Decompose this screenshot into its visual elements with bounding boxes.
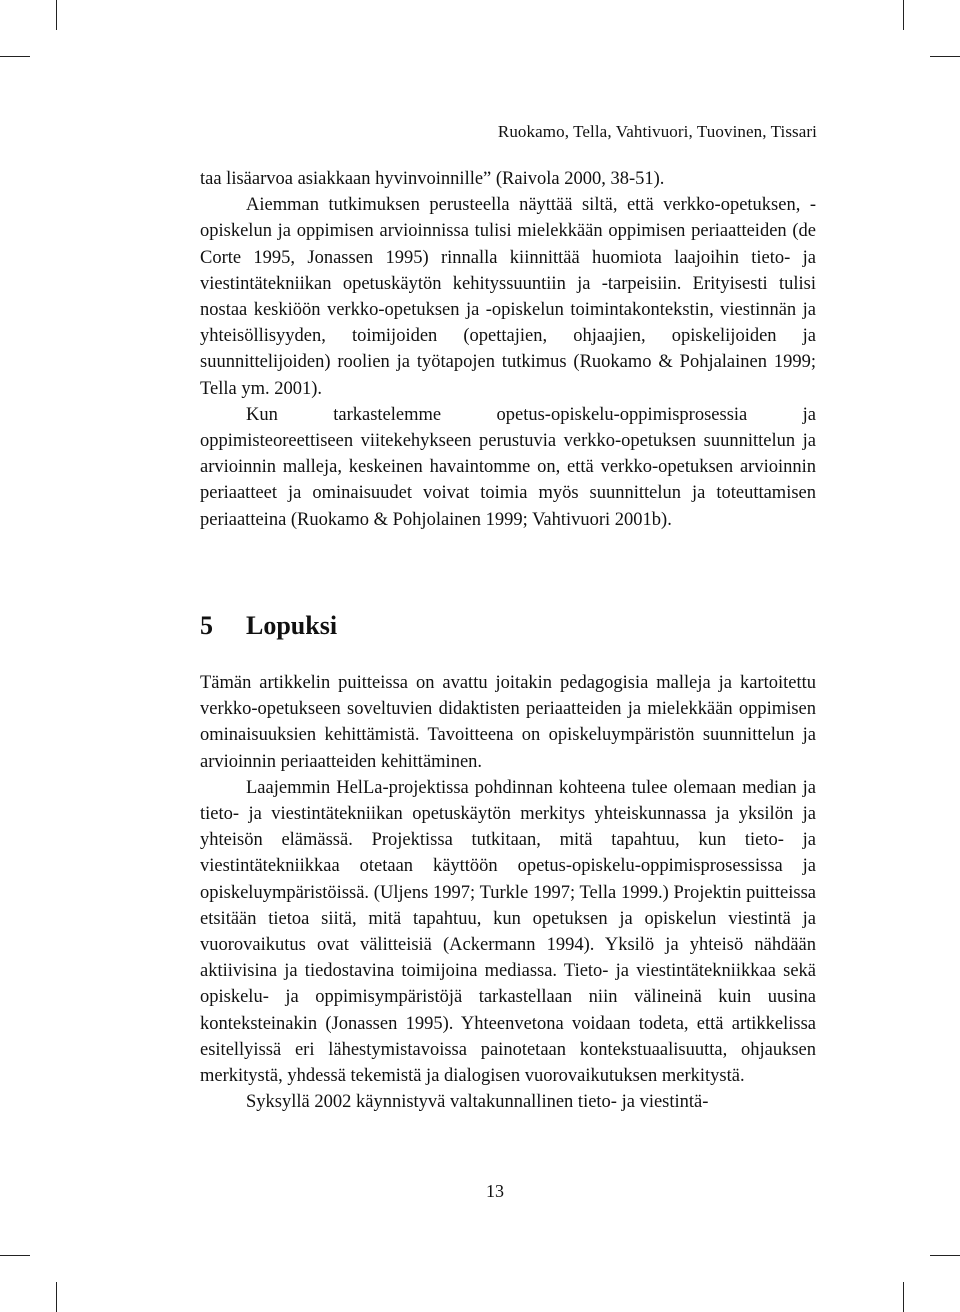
paragraph: taa lisäarvoa asiakkaan hyvinvoinnille” (Raivola 2000, 38-51).: [200, 169, 665, 189]
paragraph: Syksyllä 2002 käynnistyvä valtakunnallinen tieto- ja viestintä-: [246, 1092, 709, 1113]
body-text-top: [200, 166, 816, 533]
paragraph: Laajemmin HelLa-projektissa pohdinnan kohteena tulee olemaan median ja tieto- ja viestintätekniikan opetuskäytön merkitys yhteiskunnassa ja yksilön ja yhteisön elämässä. Projektissa tutkitaan, mitä tapahtuu, kun tieto- ja viestintätekniikkaa otetaan käyttöön opetus-opiskelu-oppimisprosessissa ja opiskeluympäristöissä. (Uljens 1997; Turkle 1997; Tella 1999.) Projektin puitteissa etsitään tietoa siitä, mitä tapahtuu, kun opetuksen ja opiskelun viestintä ja vuorovaikutus ovat välitteisiä (Ackermann 1994). Yksilö ja yhteisö nähdään aktiivisina ja tiedostavina toimijoina mediassa. Tieto- ja viestintätekniikkaa sekä opiskelu- ja oppimisympäristöjä tarkastellaan niin välineinä kuin uusina konteksteinakin (Jonassen 1995). Yhteenvetona voidaan todeta, että artikkelissa esitellyissä eri lähestymistavoissa painotetaan kontekstuaalisuutta, ohjauksen merkitystä, yhdessä tekemistä ja dialogisen vuorovaikutuksen merkitystä.: [200, 777, 816, 1087]
section-heading: [200, 611, 337, 641]
paragraph: Tämän artikkelin puitteissa on avattu joitakin pedagogisia malleja ja kartoitettu verkko-opetukseen soveltuvien didaktisten periaatteiden ja mielekkään oppimisen ominaisuuksien kehittämistä. Tavoitteena on opiskeluympäristön suunnittelun ja arvioinnin periaatteiden kehittäminen.: [200, 673, 816, 772]
section-number: 5: [200, 611, 213, 640]
running-header: Ruokamo, Tella, Vahtivuori, Tuovinen, Tissari: [497, 122, 817, 141]
paragraph: Aiemman tutkimuksen perusteella näyttää siltä, että verkko-opetuksen, -opiskelun ja oppimisen arvioinnissa tulisi mielekkään oppimisen periaatteiden (de Corte 1995, Jonassen 1995) rinnalla kiinnittää huomiota laajoihin tieto- ja viestintätekniikan opetuskäytön kehityssuuntiin ja -tarpeisiin. Erityisesti tulisi nostaa keskiöön verkko-opetuksen ja -opiskelun toimintakontekstin, viestinnän ja yhteisöllisyyden, toimijoiden (opettajien, ohjaajien, opiskelijoiden ja suunnittelijoiden) roolien ja työtapojen tutkimus (Ruokamo & Pohjalainen 1999; Tella ym. 2001).: [200, 195, 816, 399]
body-text-section: [200, 670, 816, 1115]
paragraph: Kun tarkastelemme opetus-opiskelu-oppimisprosessia ja oppimisteoreettiseen viitekehykseen perustuvia verkko-opetuksen suunnittelun ja arvioinnin malleja, keskeinen havaintomme on, että verkko-opetuksen arvioinnin periaatteet ja ominaisuudet voivat toimia myös suunnittelun ja toteuttamisen periaatteina (Ruokamo & Pohjolainen 1999; Vahtivuori 2001b).: [200, 404, 816, 530]
page-number: 13: [486, 1181, 504, 1201]
section-title: Lopuksi: [246, 611, 338, 640]
